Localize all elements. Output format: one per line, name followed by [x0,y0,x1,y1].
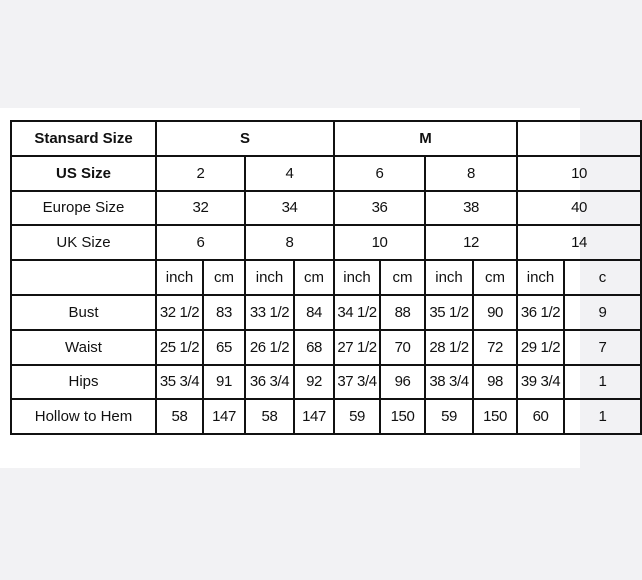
measurement-cell: 36 3/4 [245,365,294,400]
measurement-cell: 28 1/2 [425,330,473,365]
unit-header: cm [473,260,517,295]
measurement-cell: 60 [517,399,564,434]
europe-size-value: 34 [245,191,334,226]
measurement-cell: 36 1/2 [517,295,564,330]
hips-row [11,365,641,400]
measurement-cell: 98 [473,365,517,400]
measurement-cell: 9 [564,295,641,330]
measurement-cell: 33 1/2 [245,295,294,330]
unit-header: inch [156,260,203,295]
measurement-cell: 91 [203,365,245,400]
europe-size-value: 38 [425,191,517,226]
measurement-cell: 35 1/2 [425,295,473,330]
unit-header: cm [380,260,425,295]
measurement-cell: 59 [425,399,473,434]
units-row [11,260,641,295]
uk-size-value: 6 [156,225,245,260]
measurement-cell: 88 [380,295,425,330]
measurement-cell: 1 [564,399,641,434]
waist-label: Waist [11,330,156,365]
measurement-cell: 27 1/2 [334,330,380,365]
bust-label: Bust [11,295,156,330]
us-size-label: US Size [11,156,156,191]
uk-size-value: 8 [245,225,334,260]
size-chart-table [10,120,642,435]
europe-size-row [11,191,641,226]
us-size-value: 2 [156,156,245,191]
measurement-cell: 58 [156,399,203,434]
standard-size-next [517,121,641,156]
measurement-cell: 32 1/2 [156,295,203,330]
hips-label: Hips [11,365,156,400]
measurement-cell: 150 [473,399,517,434]
us-size-value: 6 [334,156,425,191]
measurement-cell: 68 [294,330,334,365]
standard-size-m: M [334,121,517,156]
measurement-cell: 25 1/2 [156,330,203,365]
measurement-cell: 65 [203,330,245,365]
measurement-cell: 72 [473,330,517,365]
measurement-cell: 90 [473,295,517,330]
measurement-cell: 150 [380,399,425,434]
unit-header: inch [334,260,380,295]
unit-header: inch [517,260,564,295]
measurement-cell: 38 3/4 [425,365,473,400]
size-chart-sheet [0,108,607,468]
europe-size-label: Europe Size [11,191,156,226]
bust-row [11,295,641,330]
measurement-cell: 84 [294,295,334,330]
measurement-cell: 92 [294,365,334,400]
europe-size-value: 36 [334,191,425,226]
unit-header: inch [245,260,294,295]
us-size-value: 4 [245,156,334,191]
unit-header: cm [203,260,245,295]
uk-size-value: 14 [517,225,641,260]
measurement-cell: 39 3/4 [517,365,564,400]
measurement-cell: 1 [564,365,641,400]
uk-size-value: 10 [334,225,425,260]
unit-header: c [564,260,641,295]
measurement-cell: 26 1/2 [245,330,294,365]
us-size-value: 10 [517,156,641,191]
measurement-cell: 96 [380,365,425,400]
measurement-cell: 83 [203,295,245,330]
us-size-row [11,156,641,191]
measurement-cell: 147 [203,399,245,434]
waist-row [11,330,641,365]
measurement-cell: 37 3/4 [334,365,380,400]
standard-size-row [11,121,641,156]
europe-size-value: 32 [156,191,245,226]
uk-size-value: 12 [425,225,517,260]
measurement-cell: 59 [334,399,380,434]
measurement-cell: 70 [380,330,425,365]
unit-header: inch [425,260,473,295]
europe-size-value: 40 [517,191,641,226]
uk-size-label: UK Size [11,225,156,260]
units-blank-cell [11,260,156,295]
measurement-cell: 147 [294,399,334,434]
standard-size-s: S [156,121,334,156]
hollow-to-hem-label: Hollow to Hem [11,399,156,434]
measurement-cell: 58 [245,399,294,434]
uk-size-row [11,225,641,260]
unit-header: cm [294,260,334,295]
measurement-cell: 35 3/4 [156,365,203,400]
measurement-cell: 7 [564,330,641,365]
measurement-cell: 34 1/2 [334,295,380,330]
us-size-value: 8 [425,156,517,191]
standard-size-label: Stansard Size [11,121,156,156]
hollow-to-hem-row [11,399,641,434]
measurement-cell: 29 1/2 [517,330,564,365]
